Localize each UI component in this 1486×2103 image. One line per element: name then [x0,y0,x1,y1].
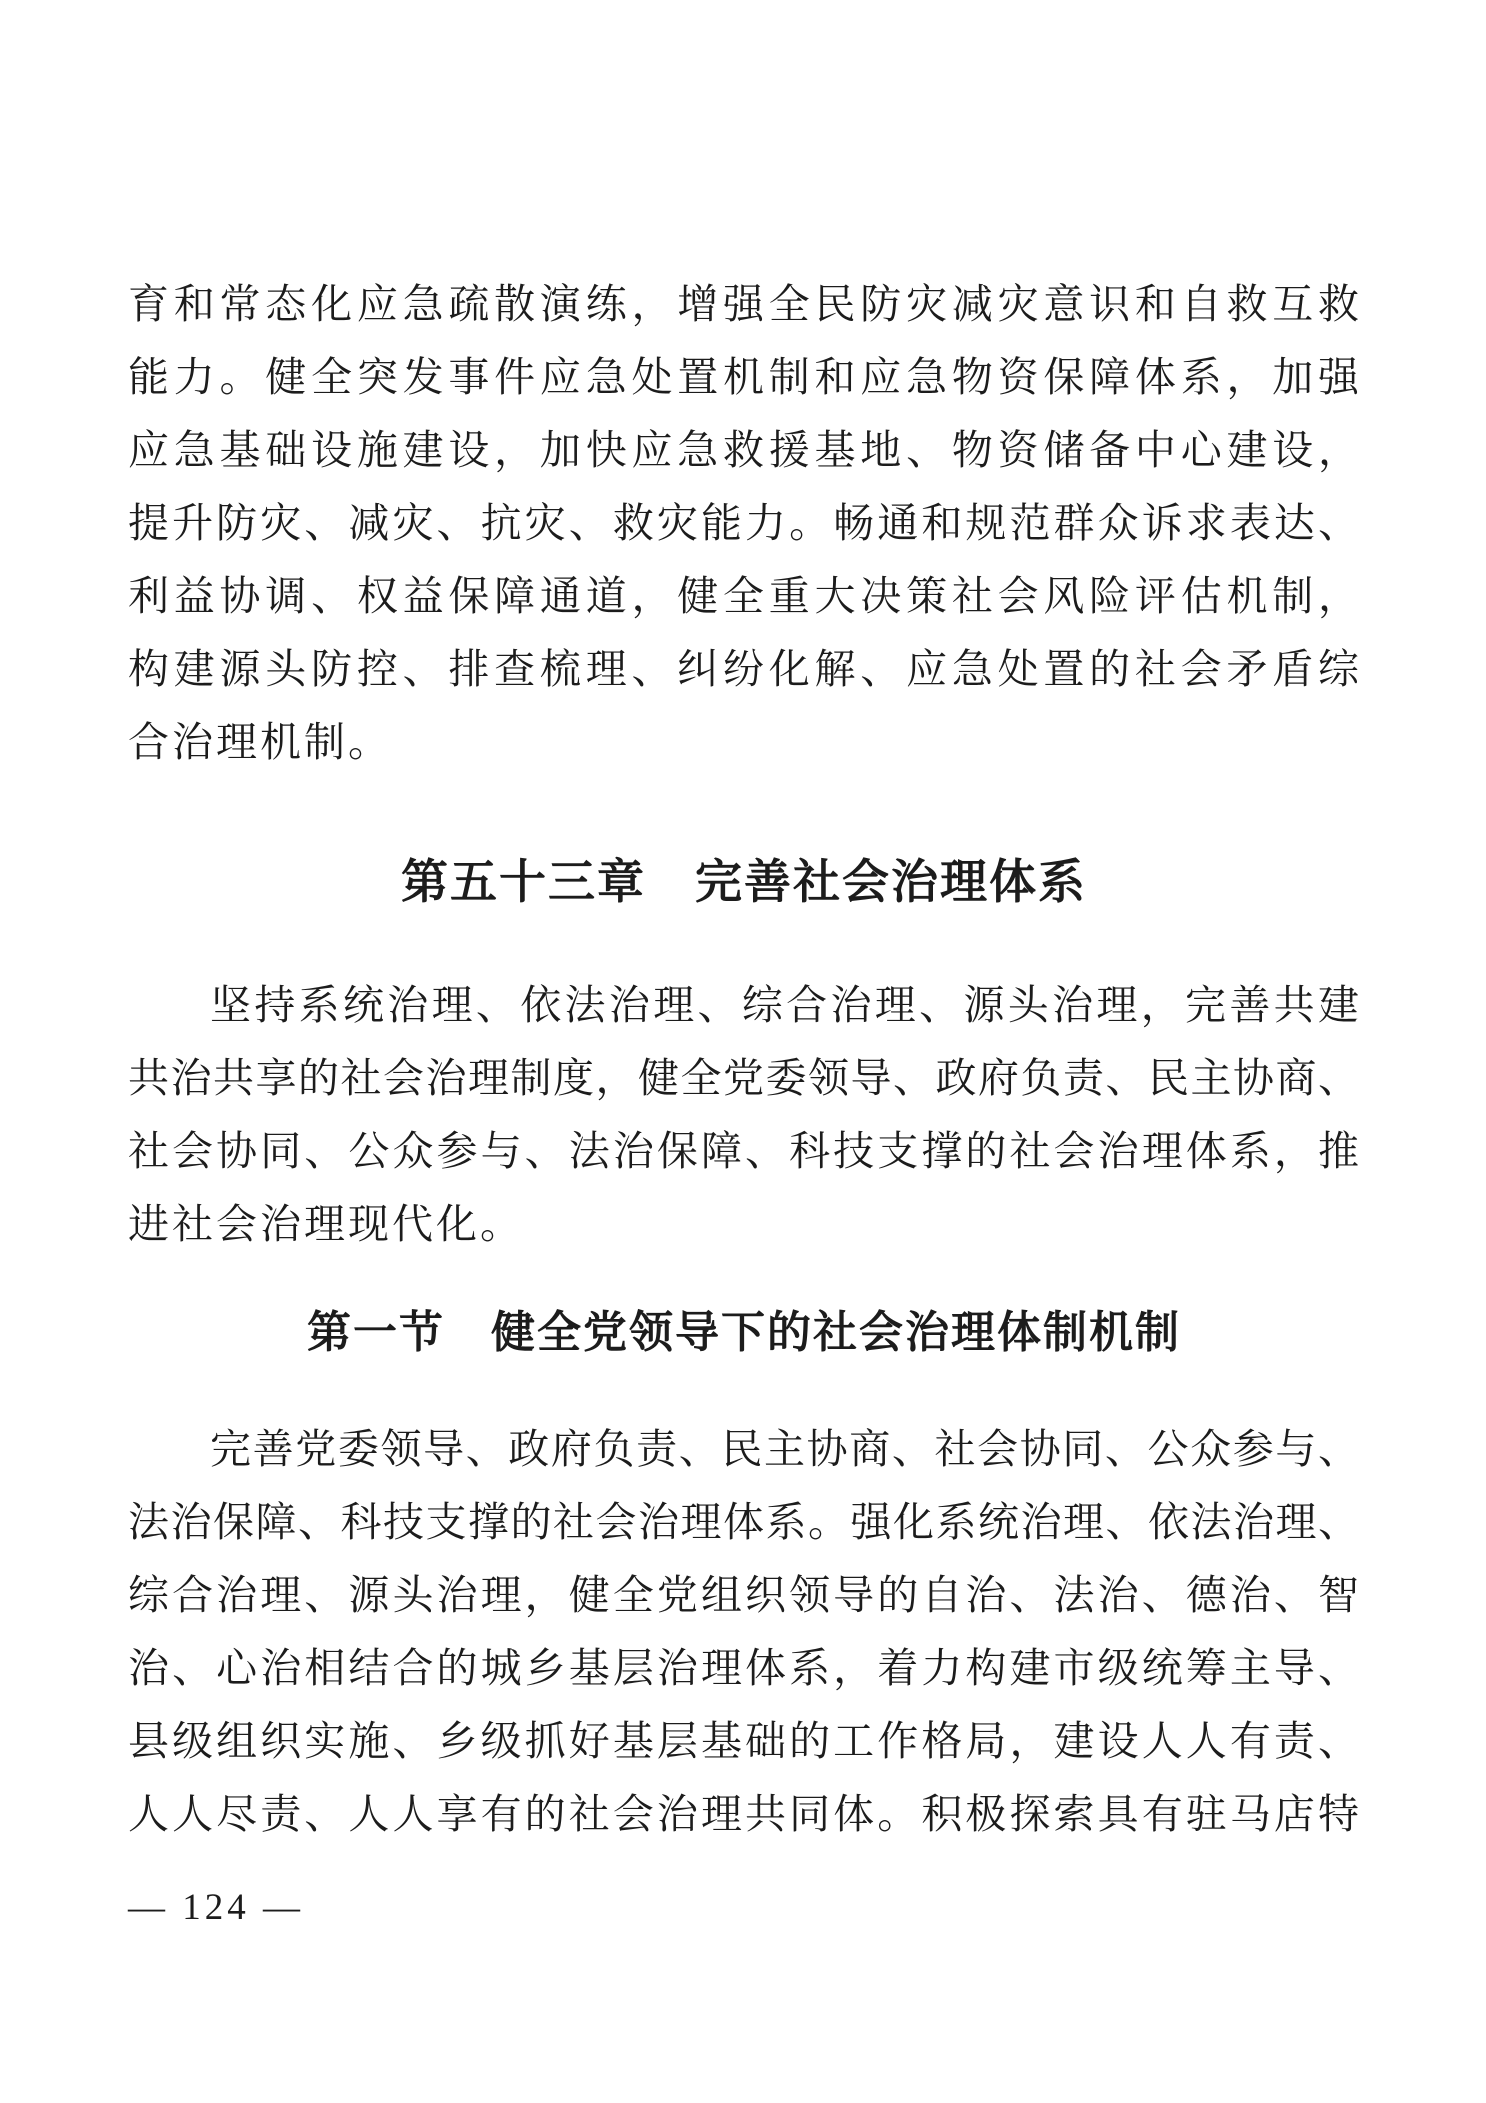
paragraph-line: 提升防灾、减灾、抗灾、救灾能力。畅通和规范群众诉求表达、 [128,500,1360,546]
paragraph-line: 社会协同、公众参与、法治保障、科技支撑的社会治理体系，推 [128,1128,1360,1174]
paragraph-line: 共治共享的社会治理制度，健全党委领导、政府负责、民主协商、 [128,1055,1360,1101]
paragraph-line: 育和常态化应急疏散演练，增强全民防灾减灾意识和自救互救 [128,281,1360,327]
paragraph-line: 坚持系统治理、依法治理、综合治理、源头治理，完善共建 [210,982,1360,1028]
paragraph-line: 综合治理、源头治理，健全党组织领导的自治、法治、德治、智 [128,1572,1360,1618]
paragraph-line: 构建源头防控、排查梳理、纠纷化解、应急处置的社会矛盾综 [128,646,1360,692]
chapter-heading: 第五十三章 完善社会治理体系 [401,857,1087,909]
paragraph [128,1413,1360,1851]
page-body-text [128,268,1360,1851]
paragraph-line: 县级组织实施、乡级抓好基层基础的工作格局，建设人人有责、 [128,1718,1360,1764]
paragraph-line: 完善党委领导、政府负责、民主协商、社会协同、公众参与、 [210,1426,1360,1472]
paragraph-line: 人人尽责、人人享有的社会治理共同体。积极探索具有驻马店特 [128,1791,1360,1837]
paragraph-line: 利益协调、权益保障通道，健全重大决策社会风险评估机制， [128,573,1360,619]
paragraph-line: 能力。健全突发事件应急处置机制和应急物资保障体系，加强 [128,354,1360,400]
page-number: — 124 — [128,1887,304,1928]
paragraph [128,268,1360,779]
section-heading: 第一节 健全党领导下的社会治理体制机制 [307,1308,1181,1357]
paragraph-line: 法治保障、科技支撑的社会治理体系。强化系统治理、依法治理、 [128,1499,1360,1545]
paragraph-line: 合治理机制。 [128,719,392,765]
paragraph [128,969,1360,1261]
paragraph-line: 治、心治相结合的城乡基层治理体系，着力构建市级统筹主导、 [128,1645,1360,1691]
paragraph-line: 进社会治理现代化。 [128,1201,524,1247]
paragraph-line: 应急基础设施建设，加快应急救援基地、物资储备中心建设， [128,427,1360,473]
